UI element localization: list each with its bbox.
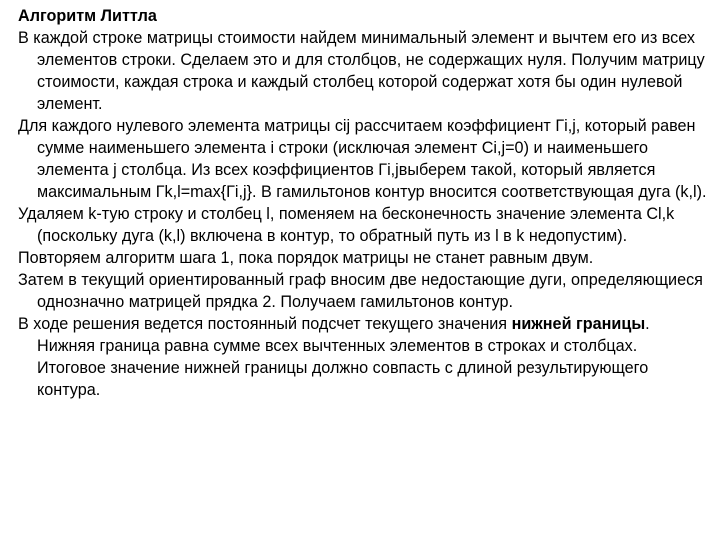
paragraph-remove-row-column: Удаляем k-тую строку и столбец l, поменяем на бесконечность значение элемента Сl,k (поскольку дуга (k,l) включена в контур, то обратный путь из l в k недопустим). <box>18 205 675 245</box>
paragraph-final-arcs: Затем в текущий ориентированный граф вносим две недостающие дуги, определяющиеся однозначно матрицей прядка 2. Получаем гамильтонов контур. <box>18 271 703 311</box>
paragraph-coefficients: Для каждого нулевого элемента матрицы cij рассчитаем коэффициент Гi,j, который равен сумме наименьшего элемента i строки (исключая элемент Сi,j=0) и наименьшего элемента j столбца. Из всех коэффициентов Гi,jвыберем такой, который является максимальным Гk,l=max{Гi,j}. В гамильтонов контур вносится соответствующая дуга (k,l). <box>18 117 707 201</box>
paragraph-lower-bound <box>18 313 708 401</box>
lower-bound-text-before: В ходе решения ведется постоянный подсчет текущего значения <box>18 315 512 333</box>
paragraph-row-column-reduction: В каждой строке матрицы стоимости найдем минимальный элемент и вычтем его из всех элементов строки. Сделаем это и для столбцов, не содержащих нуля. Получим матрицу стоимости, каждая строка и каждый столбец которой содержат хотя бы один нулевой элемент. <box>18 29 705 113</box>
page-title: Алгоритм Литтла <box>18 7 157 25</box>
document-body <box>18 5 708 401</box>
lower-bound-text-after: . Нижняя граница равна сумме всех вычтенных элементов в строках и столбцах. Итоговое значение нижней границы должно совпасть с длиной результирующего контура. <box>37 315 650 399</box>
lower-bound-term: нижней границы <box>511 315 646 333</box>
paragraph-repeat-step: Повторяем алгоритм шага 1, пока порядок матрицы не станет равным двум. <box>18 249 594 267</box>
